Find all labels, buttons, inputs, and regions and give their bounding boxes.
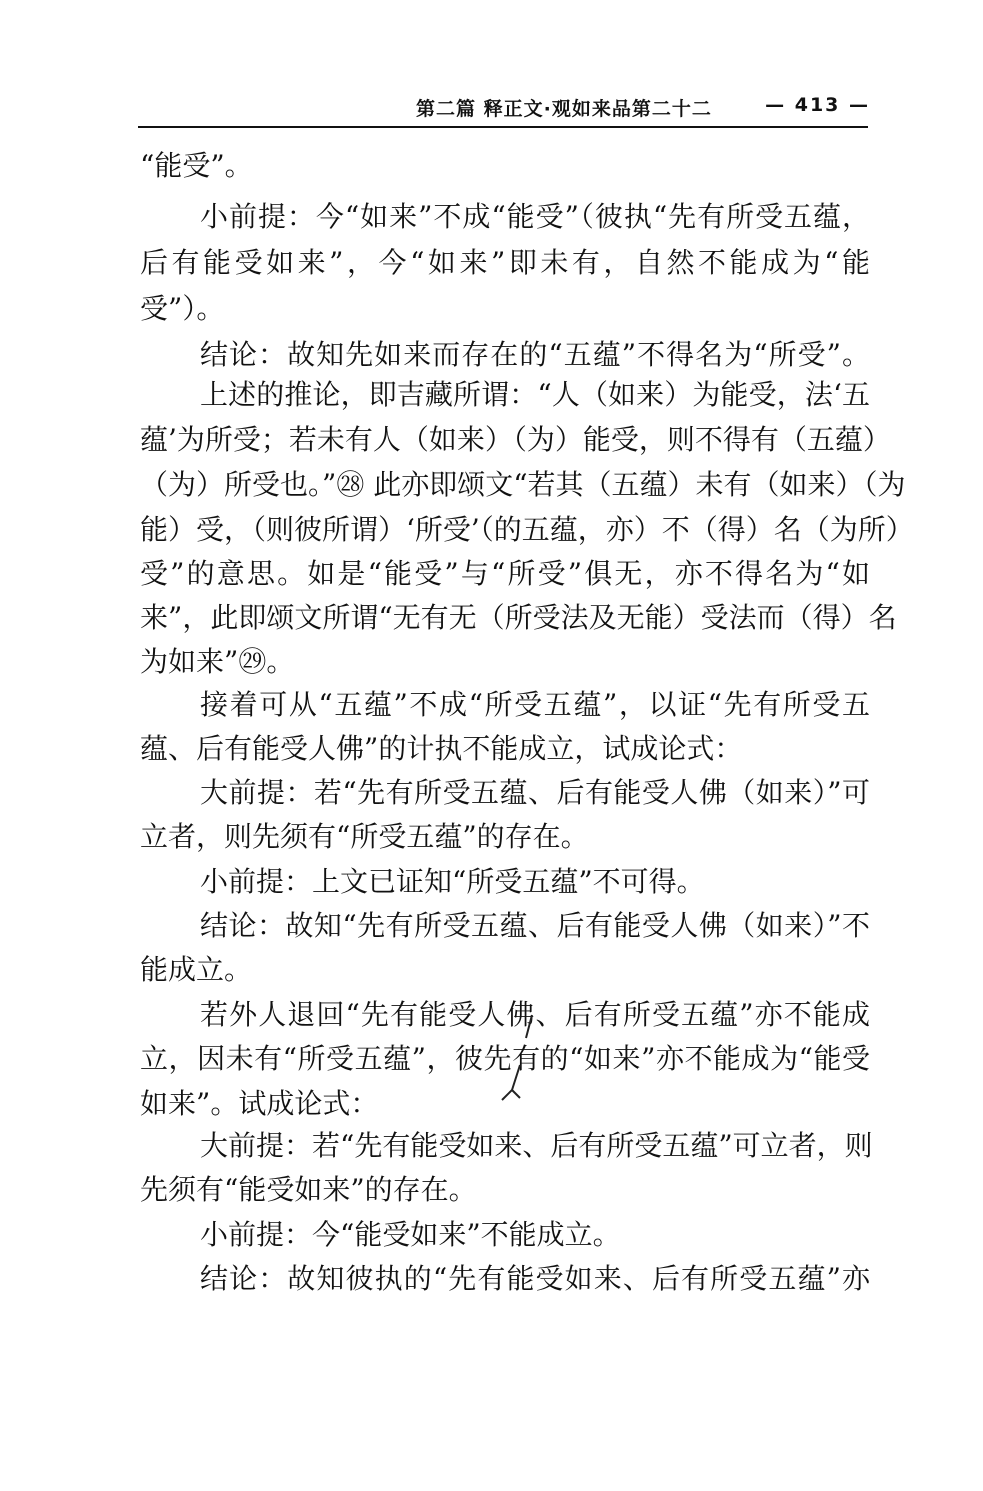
handwritten-check-mark <box>490 1010 540 1110</box>
text-line: 能成立。 <box>140 953 253 986</box>
text-line: 接着可从“五蕴”不成“所受五蕴”，以证“先有所受五 <box>200 688 870 721</box>
text-line: 立，因未有“所受五蕴”，彼先有的“如来”亦不能成为“能受 <box>140 1042 870 1075</box>
text-line: 受”的意思。如是“能受”与“所受”俱无，亦不得名为“如 <box>140 557 870 590</box>
text-line: 能）受，（则彼所谓）‘所受’（的五蕴，亦）不（得）名（为所） <box>140 513 914 546</box>
text-line: 上述的推论，即吉藏所谓：“人（如来）为能受，法‘五 <box>200 378 870 411</box>
text-line: 大前提：若“先有能受如来、后有所受五蕴”可立者，则 <box>200 1129 873 1162</box>
chapter-title: 第二篇 释正文·观如来品第二十二 <box>416 98 712 120</box>
text-line: 后有能受如来”，今“如来”即未有，自然不能成为“能 <box>140 246 870 279</box>
text-line: 为如来”㉙。 <box>140 645 295 678</box>
running-header <box>410 92 870 122</box>
text-line: 蕴、后有能受人佛”的计执不能成立，试成论式： <box>140 732 743 765</box>
text-line: 小前提：上文已证知“所受五蕴”不可得。 <box>200 865 705 898</box>
text-line: 结论：故知先如来而存在的“五蕴”不得名为“所受”。 <box>200 338 870 371</box>
text-line: （为）所受也。”㉘ 此亦即颂文“若其（五蕴）未有（如来）（为 <box>140 468 906 501</box>
text-line: 大前提：若“先有所受五蕴、后有能受人佛（如来）”可 <box>200 776 870 809</box>
text-line: 立者，则先须有“所受五蕴”的存在。 <box>140 820 589 853</box>
page-number: — 413 — <box>765 94 870 116</box>
header-rule <box>138 126 868 128</box>
text-line: 蕴’为所受；若未有人（如来）（为）能受，则不得有（五蕴） <box>140 423 891 456</box>
text-line: 受”）。 <box>140 292 225 325</box>
text-line: 先须有“能受如来”的存在。 <box>140 1173 477 1206</box>
text-line: 若外人退回“先有能受人佛、后有所受五蕴”亦不能成 <box>200 998 870 1031</box>
text-line: 小前提：今“能受如来”不能成立。 <box>200 1218 621 1251</box>
text-line: 如来”。试成论式： <box>140 1087 379 1120</box>
text-line: 结论：故知彼执的“先有能受如来、后有所受五蕴”亦 <box>200 1262 870 1295</box>
text-line: 小前提：今“如来”不成“能受”（彼执“先有所受五蕴， <box>200 200 870 233</box>
text-line: “能受”。 <box>140 149 253 182</box>
text-line: 结论：故知“先有所受五蕴、后有能受人佛（如来）”不 <box>200 909 870 942</box>
text-line: 来”，此即颂文所谓“无有无（所受法及无能）受法而（得）名 <box>140 601 897 634</box>
